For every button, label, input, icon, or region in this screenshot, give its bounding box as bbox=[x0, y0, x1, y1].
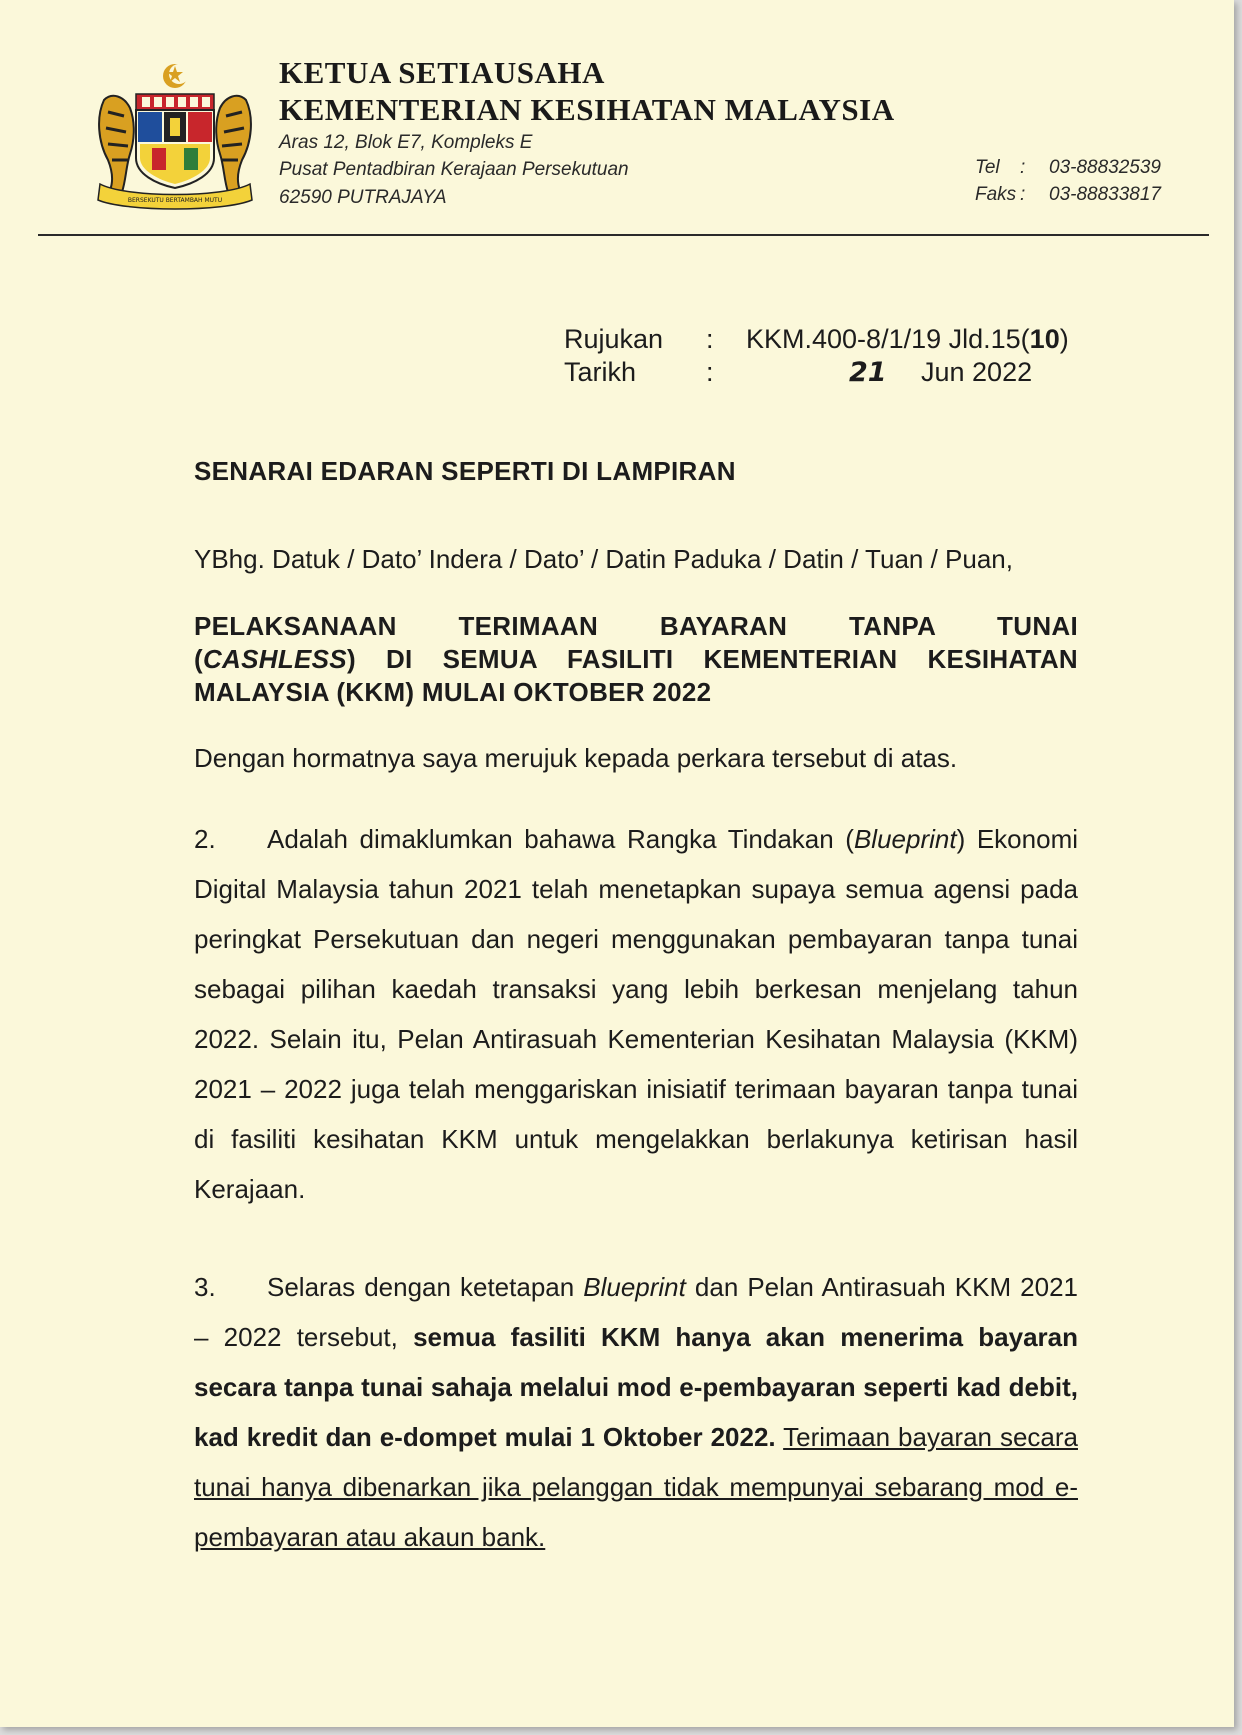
paragraph-3-bold-text: semua fasiliti KKM hanya akan menerima bayaran secara tanpa tunai sahaja melalui mod e-pembayaran seperti kad debit, kad kredit dan e-dompet mulai 1 Oktober 2022. bbox=[194, 1322, 1079, 1452]
crest-motto: BERSEKUTU BERTAMBAH MUTU bbox=[127, 197, 223, 204]
faks-value: 03-88833817 bbox=[1049, 184, 1161, 205]
salutation: YBhg. Datuk / Dato’ Indera / Dato’ / Datin Paduka / Datin / Tuan / Puan, bbox=[194, 544, 1013, 574]
tel-separator: : bbox=[1020, 157, 1026, 178]
malaysia-coat-of-arms-logo bbox=[86, 62, 264, 210]
subject-heading bbox=[194, 610, 1078, 709]
circulation-title: SENARAI EDARAN SEPERTI DI LAMPIRAN bbox=[194, 456, 736, 486]
rujukan-handwritten-number: 10 bbox=[1029, 324, 1060, 354]
faks-row bbox=[975, 184, 1161, 206]
rujukan-close: ) bbox=[1059, 324, 1069, 354]
org-line-1: KETUA SETIAUSAHA bbox=[279, 55, 605, 90]
paragraph-3-number: 3. bbox=[194, 1272, 216, 1302]
org-line-2: KEMENTERIAN KESIHATAN MALAYSIA bbox=[279, 92, 895, 127]
reference-row bbox=[564, 324, 1069, 355]
address-line-1: Aras 12, Blok E7, Kompleks E bbox=[279, 132, 533, 153]
paragraph-3: 3. Selaras dengan ketetapan Blueprint dan Pelan Antirasuah KKM 2021 – 2022 tersebut, semua fasiliti KKM hanya akan menerima bayaran secara tanpa tunai sahaja melalui mod e-pembayaran seperti kad debit, kad kredit dan e-dompet mulai 1 Oktober 2022. Terimaan bayaran secara tunai hanya dibenarkan jika pelanggan tidak mempunyai sebarang mod e-pembayaran atau akaun bank. bbox=[194, 1262, 1078, 1562]
tarikh-separator: : bbox=[706, 357, 714, 387]
faks-label: Faks bbox=[975, 184, 1017, 205]
subject-line-2: (CASHLESS) DI SEMUA FASILITI KEMENTERIAN KESIHATAN bbox=[194, 644, 1078, 674]
subject-cashless: CASHLESS bbox=[202, 644, 347, 674]
paragraph-2-blueprint: Blueprint bbox=[853, 824, 957, 854]
header-divider bbox=[38, 234, 1209, 236]
rujukan-separator: : bbox=[706, 324, 714, 354]
address-line-3: 62590 PUTRAJAYA bbox=[279, 187, 447, 208]
subject-line-1: PELAKSANAAN TERIMAAN BAYARAN TANPA TUNAI bbox=[194, 611, 1078, 641]
address-line-2: Pusat Pentadbiran Kerajaan Persekutuan bbox=[279, 159, 629, 180]
paragraph-2: 2. Adalah dimaklumkan bahawa Rangka Tindakan (Blueprint) Ekonomi Digital Malaysia tahun 2021 telah menetapkan supaya semua agensi pada peringkat Persekutuan dan negeri menggunakan pembayaran tanpa tunai sebagai pilihan kaedah transaksi yang lebih berkesan menjelang tahun 2022. Selain itu, Pelan Antirasuah Kementerian Kesihatan Malaysia (KKM) 2021 – 2022 juga telah menggariskan inisiatif terimaan bayaran tanpa tunai di fasiliti kesihatan KKM untuk mengelakkan berlakunya ketirisan hasil Kerajaan. bbox=[194, 814, 1078, 1214]
tel-value: 03-88832539 bbox=[1049, 157, 1161, 178]
tel-row bbox=[975, 157, 1161, 179]
date-row bbox=[564, 357, 1032, 388]
subject-line-3: MALAYSIA (KKM) MULAI OKTOBER 2022 bbox=[194, 677, 712, 707]
paragraph-3-underlined-text: Terimaan bayaran secara tunai hanya dibenarkan jika pelanggan tidak mempunyai sebarang mod e-pembayaran atau akaun bank. bbox=[194, 1422, 1078, 1552]
rujukan-label: Rujukan bbox=[564, 324, 664, 354]
greeting: Dengan hormatnya saya merujuk kepada perkara tersebut di atas. bbox=[194, 743, 958, 773]
paragraph-2-number: 2. bbox=[194, 824, 216, 854]
tarikh-handwritten-day: 21 bbox=[849, 357, 887, 388]
faks-separator: : bbox=[1020, 184, 1026, 205]
paragraph-3-blueprint: Blueprint bbox=[583, 1272, 686, 1302]
rujukan-value: KKM.400-8/1/19 Jld.15( bbox=[746, 324, 1030, 354]
tel-label: Tel bbox=[975, 157, 1000, 178]
tarikh-label: Tarikh bbox=[564, 357, 637, 387]
tarikh-month-year: Jun 2022 bbox=[921, 357, 1033, 387]
